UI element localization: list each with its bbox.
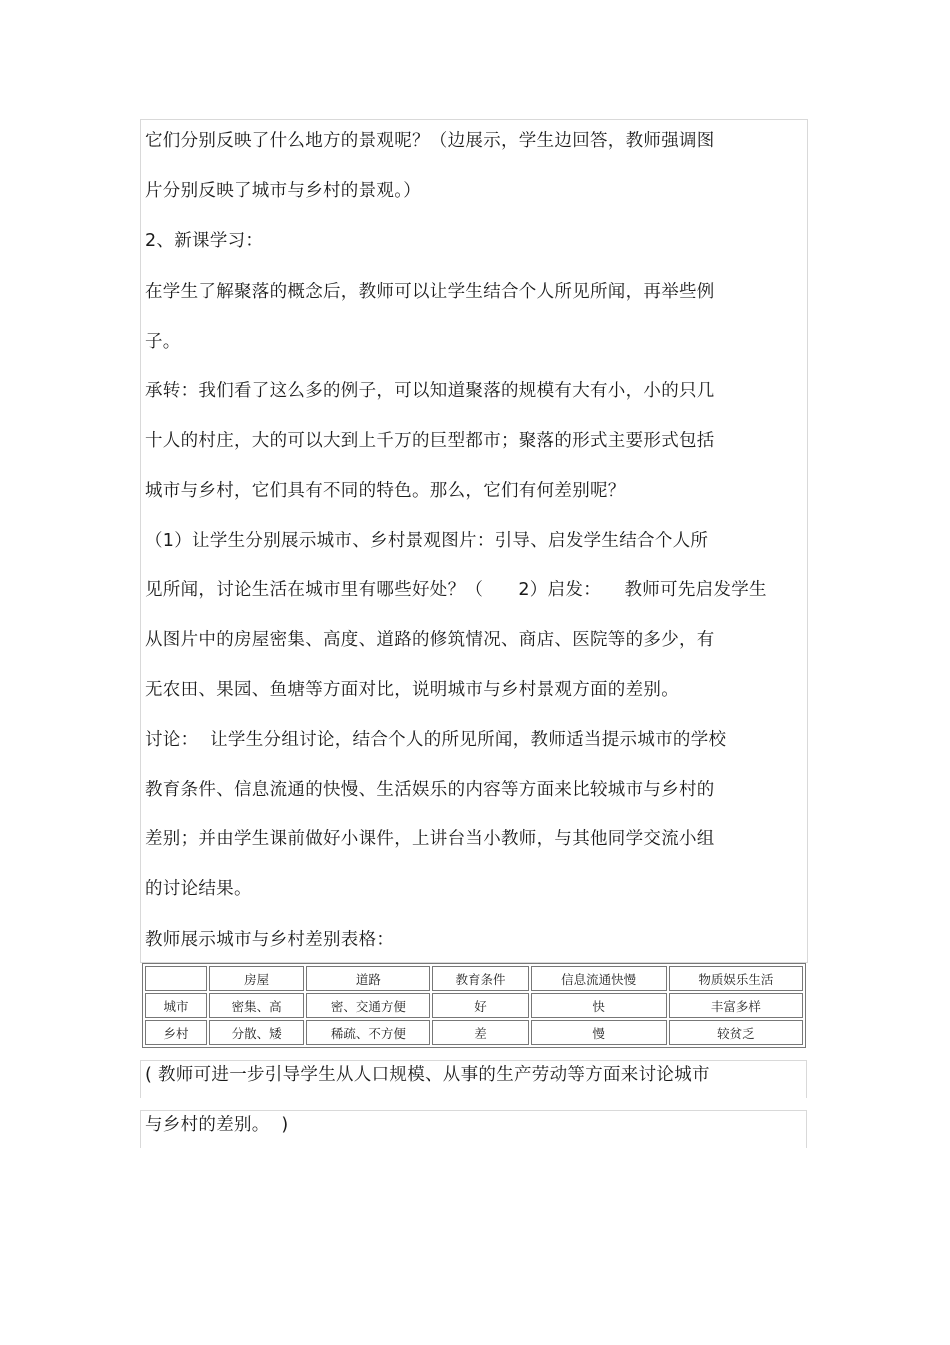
table-cell: 慢 [531,1020,667,1045]
table-cell: 城市 [145,993,207,1018]
paragraph-line: 子。 [145,332,181,352]
paragraph-line: 讨论： 让学生分组讨论，结合个人的所见所闻，教师适当提示城市的学校 [145,730,727,750]
paragraph-line: 与乡村的差别。 ) [145,1115,289,1135]
table-caption: 教师展示城市与乡村差别表格： [145,930,395,950]
paragraph-line: 差别；并由学生课前做好小课件，上讲台当小教师，与其他同学交流小组 [145,829,715,849]
table-cell: 较贫乏 [669,1020,803,1045]
divider [806,1110,807,1148]
paragraph-line: 在学生了解聚落的概念后，教师可以让学生结合个人所见所闻，再举些例 [145,282,715,302]
table-cell: 快 [531,993,667,1018]
paragraph-line: 片分别反映了城市与乡村的景观。） [145,181,422,201]
table-cell: 密、交通方便 [306,993,430,1018]
table-row [145,993,803,1018]
paragraph-line: 无农田、果园、鱼塘等方面对比，说明城市与乡村景观方面的差别。 [145,680,679,700]
comparison-table [142,963,806,1048]
paragraph-line: （1）让学生分别展示城市、乡村景观图片：引导、启发学生结合个人所 [145,531,709,551]
table-cell: 好 [432,993,528,1018]
table-header-cell: 教育条件 [432,966,528,991]
table-cell: 稀疏、不方便 [306,1020,430,1045]
section-heading: 2、新课学习： [145,231,264,251]
paragraph-line: 承转：我们看了这么多的例子，可以知道聚落的规模有大有小，小的只几 [145,381,715,401]
paragraph-line: 城市与乡村，它们具有不同的特色。那么，它们有何差别呢？ [145,481,626,501]
table-row [145,1020,803,1045]
table-cell: 分散、矮 [209,1020,304,1045]
divider [140,1060,806,1061]
table-header-cell: 道路 [306,966,430,991]
table-cell: 密集、高 [209,993,304,1018]
table-header-cell: 物质娱乐生活 [669,966,803,991]
paragraph-line: 从图片中的房屋密集、高度、道路的修筑情况、商店、医院等的多少，有 [145,630,715,650]
divider [140,1110,141,1148]
table-cell: 乡村 [145,1020,207,1045]
paragraph-line: ( 教师可进一步引导学生从人口规模、从事的生产劳动等方面来讨论城市 [145,1065,710,1085]
table-cell: 差 [432,1020,528,1045]
table-header-cell [145,966,207,991]
divider [140,1060,141,1098]
paragraph-line: 见所闻，讨论生活在城市里有哪些好处？（ 2）启发： 教师可先启发学生 [145,580,767,600]
table-header-cell: 房屋 [209,966,304,991]
table-header-row [145,966,803,991]
paragraph-line: 十人的村庄，大的可以大到上千万的巨型都市；聚落的形式主要形式包括 [145,431,715,451]
table-cell: 丰富多样 [669,993,803,1018]
divider [140,1110,806,1111]
table-header-cell: 信息流通快慢 [531,966,667,991]
divider [806,1060,807,1098]
paragraph-line: 教育条件、信息流通的快慢、生活娱乐的内容等方面来比较城市与乡村的 [145,780,715,800]
paragraph-line: 它们分别反映了什么地方的景观呢？（边展示，学生边回答，教师强调图 [145,131,715,151]
paragraph-line: 的讨论结果。 [145,879,252,899]
